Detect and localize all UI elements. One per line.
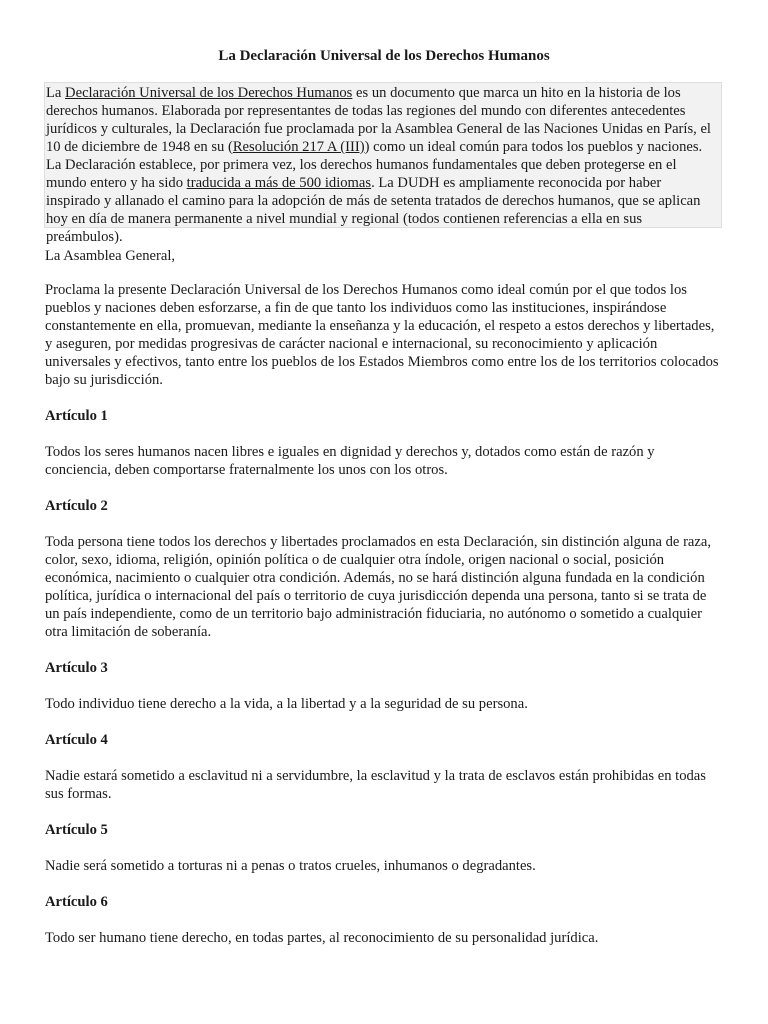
intro-text-1: La — [46, 85, 66, 101]
intro-text-4: . La DUDH es ampliamente reconocida por haber inspirado y allanado el camino para la adopción de más de setenta tratados de derechos humanos, que se aplican hoy en día de manera permanente a nivel mundial y regional (todos contienen referencias a ella en sus preámbulos). — [46, 175, 701, 245]
article-4-heading: Artículo 4 — [45, 732, 108, 748]
intro-text-2: es un documento que marca un hito en la historia de los derechos humanos. Elaborada por representantes de todas las regiones del mundo con diferentes antecedentes jurídicos y culturales, la Declaración fue proclamada por la Asamblea General de las Naciones Unidas en París, el 10 de diciembre de 1948 en su ( — [46, 85, 711, 155]
udhr-link[interactable]: Declaración Universal de los Derechos Humanos — [65, 85, 353, 101]
intro-text-3: ) como un ideal común para todos los pueblos y naciones. La Declaración establece, por primera vez, los derechos humanos fundamentales que deben protegerse en el mundo entero y ha sido — [46, 139, 703, 191]
article-4-text: Nadie estará sometido a esclavitud ni a servidumbre, la esclavitud y la trata de esclavos están prohibidas en todas sus formas. — [45, 768, 706, 802]
article-5-heading: Artículo 5 — [45, 822, 108, 838]
intro-paragraph — [46, 84, 719, 246]
article-6-heading: Artículo 6 — [45, 894, 108, 910]
document-title: La Declaración Universal de los Derechos Humanos — [218, 48, 550, 64]
article-1-heading: Artículo 1 — [45, 408, 108, 424]
article-1-text: Todos los seres humanos nacen libres e iguales en dignidad y derechos y, dotados como están de razón y conciencia, deben comportarse fraternalmente los unos con los otros. — [45, 444, 655, 478]
article-3-heading: Artículo 3 — [45, 660, 108, 676]
proclamation-paragraph: Proclama la presente Declaración Universal de los Derechos Humanos como ideal común por el que todos los pueblos y naciones deben esforzarse, a fin de que tanto los individuos como las instituciones, inspirándose constantemente en ella, promuevan, mediante la enseñanza y la educación, el respeto a estos derechos y libertades, y aseguren, por medidas progresivas de carácter nacional e internacional, su reconocimiento y aplicación universales y efectivos, tanto entre los pueblos de los Estados Miembros como entre los de los territorios colocados bajo su jurisdicción. — [45, 282, 719, 388]
article-2-heading: Artículo 2 — [45, 498, 108, 514]
resolution-link[interactable]: Resolución 217 A (III) — [232, 139, 365, 155]
intro-box — [44, 82, 722, 245]
article-2-text: Toda persona tiene todos los derechos y libertades proclamados en esta Declaración, sin distinción alguna de raza, color, sexo, idioma, religión, opinión política o de cualquier otra índole, origen nacional o social, posición económica, nacimiento o cualquier otra condición. Además, no se hará distinción alguna fundada en la condición política, jurídica o internacional del país o territorio de cuya jurisdicción dependa una persona, tanto si se trata de un país independiente, como de un territorio bajo administración fiduciaria, no autónomo o sometido a cualquier otra limitación de soberanía. — [45, 534, 712, 640]
article-5-text: Nadie será sometido a torturas ni a penas o tratos crueles, inhumanos o degradantes. — [45, 858, 536, 874]
article-6-text: Todo ser humano tiene derecho, en todas partes, al reconocimiento de su personalidad jurídica. — [45, 930, 599, 946]
assembly-line: La Asamblea General, — [45, 248, 176, 264]
article-3-text: Todo individuo tiene derecho a la vida, a la libertad y a la seguridad de su persona. — [45, 696, 528, 712]
translations-link[interactable]: traducida a más de 500 idiomas — [186, 175, 372, 191]
